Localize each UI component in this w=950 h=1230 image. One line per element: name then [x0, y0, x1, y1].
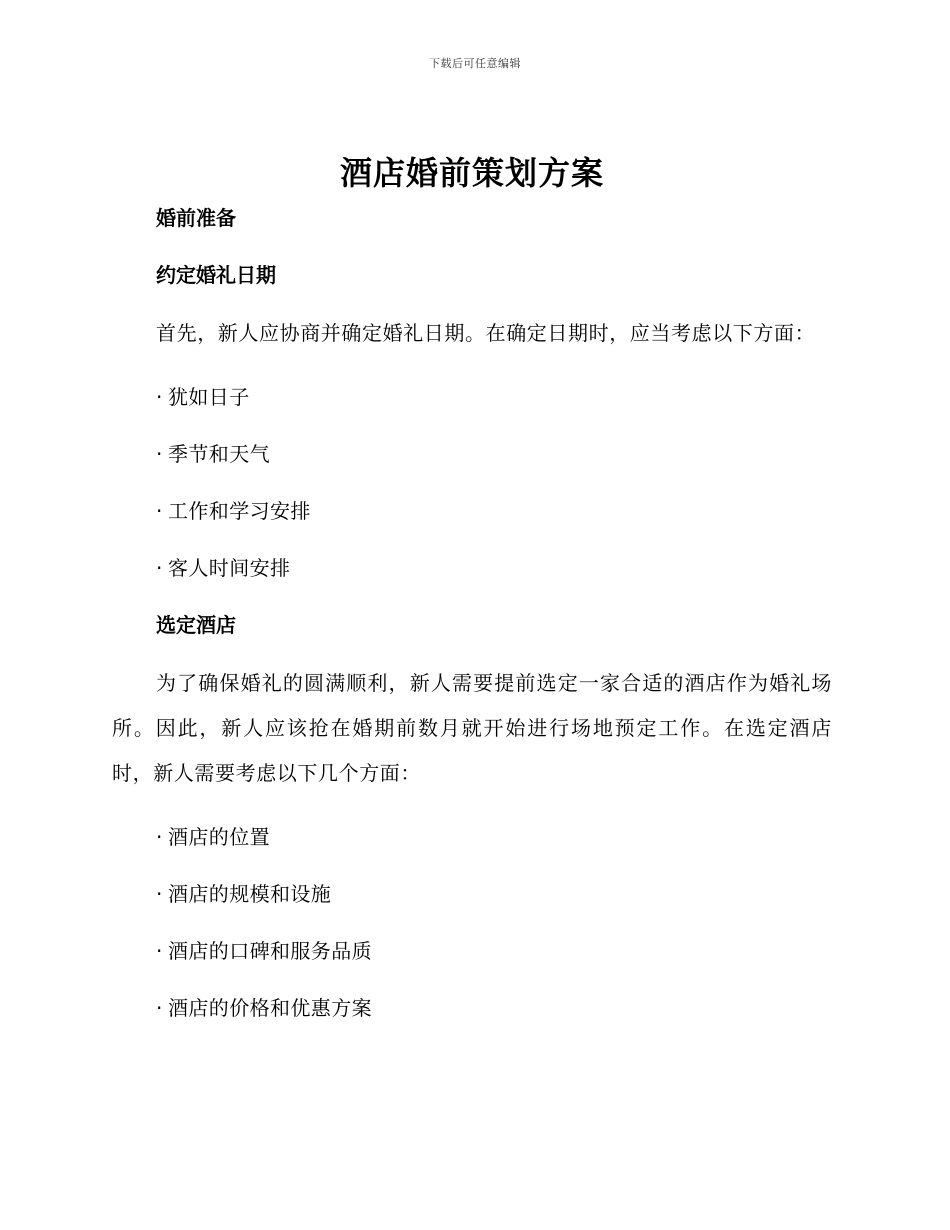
list-item-text: 工作和学习安排: [168, 499, 311, 523]
list-item-text: 酒店的位置: [168, 825, 270, 849]
subsection-heading-date: 约定婚礼日期: [156, 263, 276, 287]
list-item: [156, 821, 832, 853]
list-item-text: 犹如日子: [168, 385, 250, 409]
bullet-marker: ·: [156, 556, 163, 580]
header-note: 下载后可任意编辑: [429, 57, 521, 70]
bullet-marker: ·: [156, 996, 163, 1020]
list-item: [156, 935, 832, 967]
bullet-marker: ·: [156, 882, 163, 906]
section-heading-prep: 婚前准备: [156, 206, 236, 230]
list-item-text: 季节和天气: [168, 442, 270, 466]
bullet-marker: ·: [156, 499, 163, 523]
list-item: [156, 438, 832, 470]
paragraph-date: 首先，新人应协商并确定婚礼日期。在确定日期时，应当考虑以下方面：: [156, 321, 816, 345]
list-item-text: 酒店的价格和优惠方案: [168, 996, 372, 1020]
bullet-marker: ·: [156, 825, 163, 849]
list-item: [156, 381, 832, 413]
list-item: [156, 878, 832, 910]
list-item: [156, 552, 832, 584]
list-item-text: 酒店的规模和设施: [168, 882, 332, 906]
list-item: [156, 992, 832, 1024]
list-item-text: 酒店的口碑和服务品质: [168, 939, 372, 963]
bullet-marker: ·: [156, 442, 163, 466]
paragraph-hotel: 为了确保婚礼的圆满顺利，新人需要提前选定一家合适的酒店作为婚礼场所。因此，新人应该抢在婚期前数月就开始进行场地预定工作。在选定酒店时，新人需要考虑以下几个方面：: [112, 671, 832, 785]
bullet-marker: ·: [156, 385, 163, 409]
list-item-text: 客人时间安排: [168, 556, 291, 580]
list-item: [156, 495, 832, 527]
bullet-marker: ·: [156, 939, 163, 963]
document-title: 酒店婚前策划方案: [339, 154, 604, 192]
document-content: [112, 150, 832, 1024]
section-heading-hotel: 选定酒店: [156, 613, 236, 637]
